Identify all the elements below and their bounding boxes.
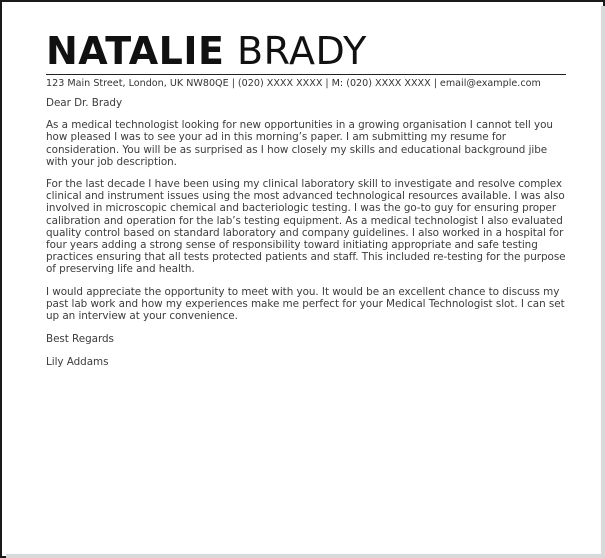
- sender-first-name: NATALIE: [46, 29, 225, 73]
- salutation: Dear Dr. Brady: [46, 97, 123, 109]
- cover-letter: [46, 30, 566, 369]
- paragraph-closing: I would appreciate the opportunity to meet with you. It would be an excellent chance to discuss my past lab work and how my experiences make me perfect for your Medical Technologist slot. I can set up an interview at your convenience.: [46, 285, 565, 323]
- contact-email: email@example.com: [439, 78, 541, 89]
- paragraph-intro: As a medical technologist looking for new opportunities in a growing organisation I cannot tell you how pleased I was to see your ad in this morning’s paper. I am submitting my resume for consideration. You will be as surprised as I how closely my skills and educational background jibe with your job description.: [46, 119, 553, 168]
- contact-line: [46, 74, 566, 90]
- paragraph-experience: For the last decade I have been using my clinical laboratory skill to investigate and resolve complex clinical and instrument issues using the most advanced technological resources available. I was also involved in microscopic chemical and bacteriologic testing. I was the go-to guy for ensuring proper calibration and operation for the lab’s testing equipment. As a medical technologist I also evaluated quality control based on standard laboratory and company guidelines. I also worked in a hospital for four years adding a strong sense of responsibility toward initiating appropriate and safe testing practices ensuring that all tests protected patients and staff. This included re-testing for the purpose of preserving life and health.: [46, 178, 566, 276]
- page-shadow-bottom: [6, 554, 605, 558]
- signature: Lily Addams: [46, 356, 109, 369]
- contact-separator: |: [231, 78, 235, 89]
- contact-address: 123 Main Street, London, UK NW80QE: [46, 78, 229, 89]
- sender-name: [46, 30, 566, 72]
- page-shadow-right: [601, 6, 605, 558]
- contact-phone: (020) XXXX XXXX: [237, 78, 323, 89]
- sender-last-name: BRADY: [237, 29, 367, 73]
- closing: Best Regards: [46, 333, 114, 346]
- contact-separator: |: [325, 78, 329, 89]
- letter-body: [46, 97, 566, 369]
- contact-separator: |: [433, 78, 437, 89]
- contact-mobile: M: (020) XXXX XXXX: [331, 78, 431, 89]
